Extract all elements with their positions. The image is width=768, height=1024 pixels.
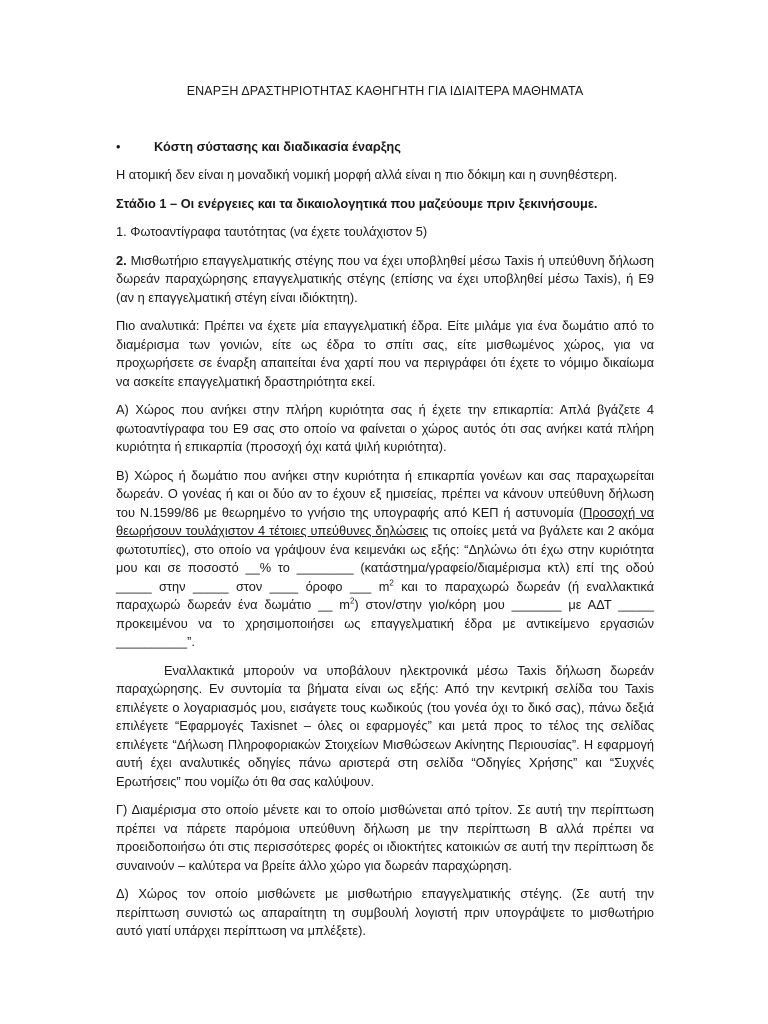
- section-b-underlined-note: Προσοχή να θεωρήσουν τουλάχιστον 4 τέτοιες υπεύθυνες δηλώσεις: [116, 504, 654, 538]
- document-title: ΕΝΑΡΞΗ ΔΡΑΣΤΗΡΙΟΤΗΤΑΣ ΚΑΘΗΓΗΤΗ ΓΙΑ ΙΔΙΑΙΤΕΡΑ ΜΑΘΗΜΑΤΑ: [186, 84, 584, 98]
- stage-1-heading: Στάδιο 1 – Οι ενέργειες και τα δικαιολογητικά που μαζεύουμε πριν ξεκινήσουμε.: [116, 195, 598, 211]
- superscript-2: 2: [389, 578, 394, 588]
- section-b-text-2: τις οποίες μετά να βγάλετε και 2 ακόμα φωτοτυπίες), στο οποίο να γράψουν ένα κειμενάκι ως εξής: “Δηλώνω ότι έχω στην κυριότητα μου και σε ποσοστό __% το ________ (κατάστημα/γραφείο/διαμέρισμα κτλ) επί της οδού _____ στην _____ στον ____ όροφο ___ m: [116, 523, 654, 594]
- section-b-text-3: και το παραχωρώ δωρεάν (ή εναλλακτικά παραχωρώ δωρεάν ένα δωμάτιο __ m: [116, 578, 654, 612]
- item-2-paragraph: [116, 252, 654, 308]
- bullet-heading-row: [116, 139, 654, 154]
- section-d-paragraph: Δ) Χώρος τον οποίο μισθώνετε με μισθωτήριο επαγγελματικής στέγης. (Σε αυτή την περίπτωση συνιστώ ως απαραίτητη τη συμβουλή λογιστή πριν υπογράψετε το μισθωτήριο αυτό γιατί υπάρχει περίπτωση να μπλέξετε).: [116, 886, 654, 938]
- section-b-paragraph: [116, 467, 654, 652]
- section-c-paragraph: Γ) Διαμέρισμα στο οποίο μένετε και το οποίο μισθώνεται από τρίτον. Σε αυτή την περίπτωση πρέπει να πάρετε παρόμοια υπεύθυνη δήλωση με την περίπτωση Β αλλά πρέπει να προειδοποιήσω ότι στις περισσότερες φορές οι ιδιοκτήτες κατοικιών σε αυτή την περίπτωση δε συναινούν – καλύτερα να βρείτε άλλο χώρο για δωρεάν παραχώρηση.: [116, 802, 654, 873]
- item-1-paragraph: 1. Φωτοαντίγραφα ταυτότητας (να έχετε τουλάχιστον 5): [116, 224, 428, 239]
- section-b-text-1: Β) Χώρος ή δωμάτιο που ανήκει στην κυριότητα ή επικαρπία γονέων και σας παραχωρείται δωρεάν. Ο γονέας ή και οι δύο αν το έχουν εξ ημισείας, πρέπει να κάνουν υπεύθυνη δήλωση του Ν.1599/86 με θεωρημένο το γνήσιο της υπογραφής από ΚΕΠ ή αστυνομία (: [116, 467, 654, 520]
- bullet-dot-icon: •: [116, 139, 121, 154]
- item-2-text: Μισθωτήριο επαγγελματικής στέγης που να έχει υποβληθεί μέσω Taxis ή υπεύθυνη δήλωση δωρεάν παραχώρησης επαγγελματικής στέγης (επίσης να έχει υποβληθεί μέσω Taxis), ή Ε9 (αν η επαγγελματική στέγη είναι ιδιόκτητη).: [116, 252, 654, 305]
- bullet-heading: Κόστη σύστασης και διαδικασία έναρξης: [154, 139, 401, 154]
- section-a-paragraph: Α) Χώρος που ανήκει στην πλήρη κυριότητα σας ή έχετε την επικαρπία: Απλά βγάζετε 4 φωτοαντίγραφα του Ε9 σας στο οποίο να φαίνεται ο χώρος αυτός ότι σας ανήκει κατά πλήρη κυριότητα ή επικαρπία (προσοχή όχι κατά ψιλή κυριότητα).: [116, 402, 654, 454]
- item-2-number: 2.: [116, 252, 127, 268]
- superscript-2b: 2: [349, 596, 355, 606]
- detail-paragraph: Πιο αναλυτικά: Πρέπει να έχετε μία επαγγελματική έδρα. Είτε μιλάμε για ένα δωμάτιο από το διαμέρισμα των γονιών, είτε ως έδρα το σπίτι σας, είτε μισθωμένος χώρος, για να προχωρήσετε σε έναρξη απαιτείται ένα χαρτί που να περιγράφει ότι έχετε το νόμιμο δικαίωμα να ασκείτε επαγγελματική δραστηριότητα εκεί.: [116, 318, 654, 389]
- intro-paragraph: Η ατομική δεν είναι η μοναδική νομική μορφή αλλά είναι η πιο δόκιμη και η συνηθέστερη.: [116, 167, 618, 182]
- section-b-text-4: ) στον/στην γιο/κόρη μου _______ με ΑΔΤ _____ προκειμένου να το χρησιμοποιήσει ως επαγγελματική έδρα με αντικείμενο εργασιών __________”.: [116, 597, 654, 649]
- alternative-paragraph: Εναλλακτικά μπορούν να υποβάλουν ηλεκτρονικά μέσω Taxis δήλωση δωρεάν παραχώρησης. Εν συντομία τα βήματα είναι ως εξής: Από την κεντρική σελίδα του Taxis επιλέγετε ο λογαριασμός μου, εισάγετε τους κωδικούς (του γονέα όχι το δικό σας), πάνω δεξιά επιλέγετε “Εφαρμογές Taxisnet – όλες οι εφαρμογές” και μετά προς το τέλος της σελίδας επιλέγετε “Δήλωση Πληροφοριακών Στοιχείων Μισθώσεων Ακίνητης Περιουσίας”. Η εφαρμογή αυτή έχει αναλυτικές οδηγίες πάνω αριστερά στη σελίδα “Οδηγίες Χρήσης” και “Συχνές Ερωτήσεις” που νομίζω ότι θα σας καλύψουν.: [116, 662, 654, 789]
